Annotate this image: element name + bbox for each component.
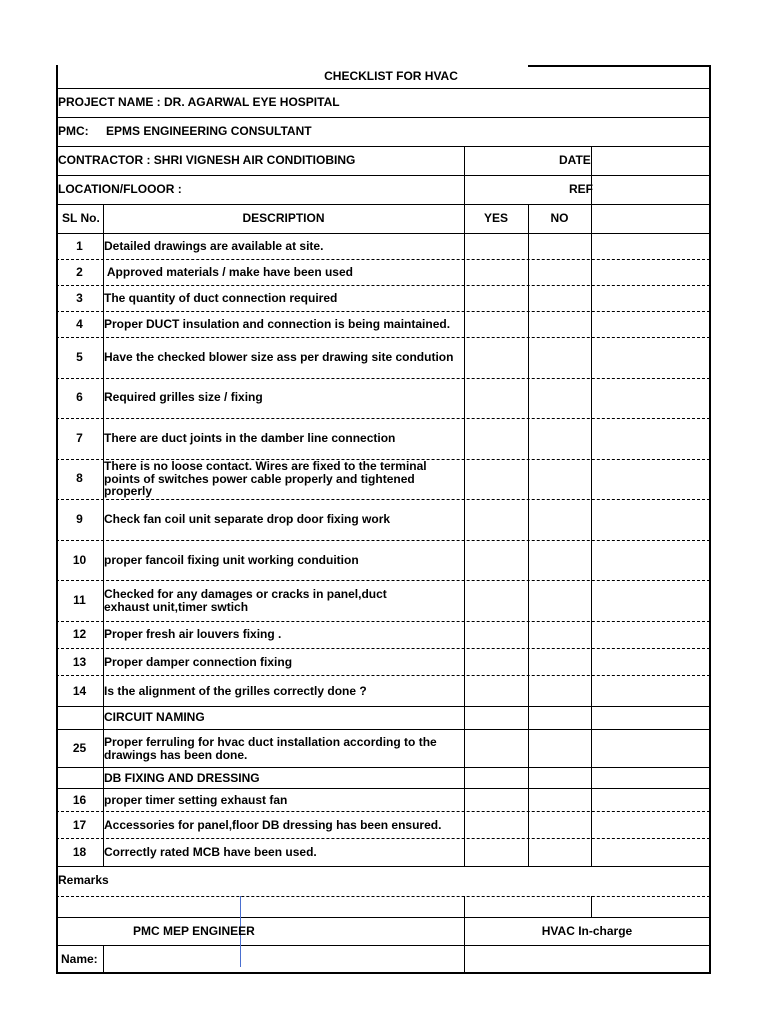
- hvac-incharge-label: HVAC In-charge: [541, 924, 633, 938]
- row-description: There are duct joints in the damber line connection: [104, 431, 396, 445]
- row-sl: 6: [76, 390, 83, 404]
- row-separator: [56, 285, 710, 286]
- row-separator: [56, 767, 710, 768]
- row-sl: 10: [72, 553, 87, 567]
- divider-vertical: [103, 945, 104, 972]
- divider: [56, 233, 710, 234]
- row-separator: [56, 788, 710, 789]
- row-description: There is no loose contact. Wires are fixed to the terminal points of switches power cable properly and tightened properly: [104, 459, 427, 498]
- row-description: Required grilles size / fixing: [104, 390, 263, 404]
- row-separator: [56, 648, 710, 649]
- location-label: LOCATION/FLOOOR :: [58, 182, 182, 196]
- project-name: PROJECT NAME : DR. AGARWAL EYE HOSPITAL: [58, 95, 340, 109]
- divider: [56, 88, 710, 89]
- row-separator: [56, 621, 710, 622]
- row-sl: 18: [72, 845, 87, 859]
- date-label: DATE: [559, 153, 591, 167]
- col-header-sl: SL No.: [62, 211, 100, 225]
- row-sl: 1: [76, 239, 83, 253]
- section-heading-db-fixing: DB FIXING AND DRESSING: [104, 771, 260, 785]
- row-sl: 25: [72, 741, 87, 755]
- top-right-border: [528, 65, 711, 67]
- row-separator: [56, 811, 710, 812]
- divider: [56, 204, 710, 205]
- divider: [56, 175, 710, 176]
- pmc-value: EPMS ENGINEERING CONSULTANT: [106, 124, 312, 138]
- table-bottom-line: [56, 866, 710, 867]
- row-sl: 14: [72, 684, 87, 698]
- row-sl: 2: [76, 265, 83, 279]
- row-description: Proper ferruling for hvac duct installation according to the drawings has been done.: [104, 735, 437, 762]
- col-header-yes: YES: [483, 211, 508, 225]
- row-sl: 17: [72, 818, 87, 832]
- bottom-border: [56, 972, 711, 974]
- row-separator: [56, 675, 710, 676]
- col-header-no: NO: [550, 211, 569, 225]
- row-description: proper fancoil fixing unit working conduition: [104, 553, 359, 567]
- row-sl: 9: [76, 512, 83, 526]
- row-separator: [56, 729, 710, 730]
- row-description: Have the checked blower size ass per drawing site condution: [104, 350, 454, 364]
- contractor: CONTRACTOR : SHRI VIGNESH AIR CONDITIOBING: [58, 153, 356, 167]
- outer-right-border: [709, 65, 711, 973]
- ref-label: REF: [569, 182, 593, 196]
- divider: [56, 117, 710, 118]
- name-label: Name:: [61, 952, 98, 966]
- row-description: Approved materials / make have been used: [104, 265, 353, 279]
- page-title: CHECKLIST FOR HVAC: [324, 69, 458, 83]
- row-separator: [56, 259, 710, 260]
- row-sl: 5: [76, 350, 83, 364]
- pmc-engineer-label: PMC MEP ENGINEER: [133, 924, 255, 938]
- divider-vertical: [464, 233, 465, 866]
- row-description: Correctly rated MCB have been used.: [104, 845, 317, 859]
- row-sl: 8: [76, 471, 83, 485]
- row-sl: 16: [72, 793, 87, 807]
- divider-vertical: [591, 146, 592, 205]
- row-separator: [56, 311, 710, 312]
- row-description: Accessories for panel,floor DB dressing has been ensured.: [104, 818, 442, 832]
- row-description: proper timer setting exhaust fan: [104, 793, 288, 807]
- col-header-description: DESCRIPTION: [242, 211, 325, 225]
- remarks-label: Remarks: [58, 873, 109, 887]
- row-separator: [56, 499, 710, 500]
- row-separator: [56, 580, 710, 581]
- row-description: Is the alignment of the grilles correctly done ?: [104, 684, 367, 698]
- row-sl: 4: [76, 317, 83, 331]
- row-separator: [56, 706, 710, 707]
- row-separator: [56, 378, 710, 379]
- divider: [56, 146, 710, 147]
- row-sl: 11: [73, 593, 86, 607]
- row-description: Checked for any damages or cracks in panel,duct exhaust unit,timer swtich: [104, 587, 387, 614]
- row-separator: [56, 838, 710, 839]
- row-description: The quantity of duct connection required: [104, 291, 338, 305]
- row-description: Proper DUCT insulation and connection is being maintained.: [104, 317, 451, 331]
- row-sl: 7: [76, 431, 83, 445]
- row-separator: [56, 337, 710, 338]
- row-sl: 3: [76, 291, 83, 305]
- row-description: Detailed drawings are available at site.: [104, 239, 324, 253]
- divider: [56, 917, 710, 918]
- row-sl: 12: [72, 627, 87, 641]
- divider: [56, 945, 710, 946]
- divider-vertical: [591, 896, 592, 917]
- pmc-label: PMC:: [58, 124, 89, 138]
- row-sl: 13: [72, 655, 87, 669]
- row-separator: [56, 540, 710, 541]
- row-description: Proper damper connection fixing: [104, 655, 293, 669]
- row-description: Proper fresh air louvers fixing .: [104, 627, 282, 641]
- row-separator: [56, 418, 710, 419]
- row-description: Check fan coil unit separate drop door fixing work: [104, 512, 391, 526]
- remarks-line: [56, 896, 710, 897]
- section-heading-circuit-naming: CIRCUIT NAMING: [104, 710, 205, 724]
